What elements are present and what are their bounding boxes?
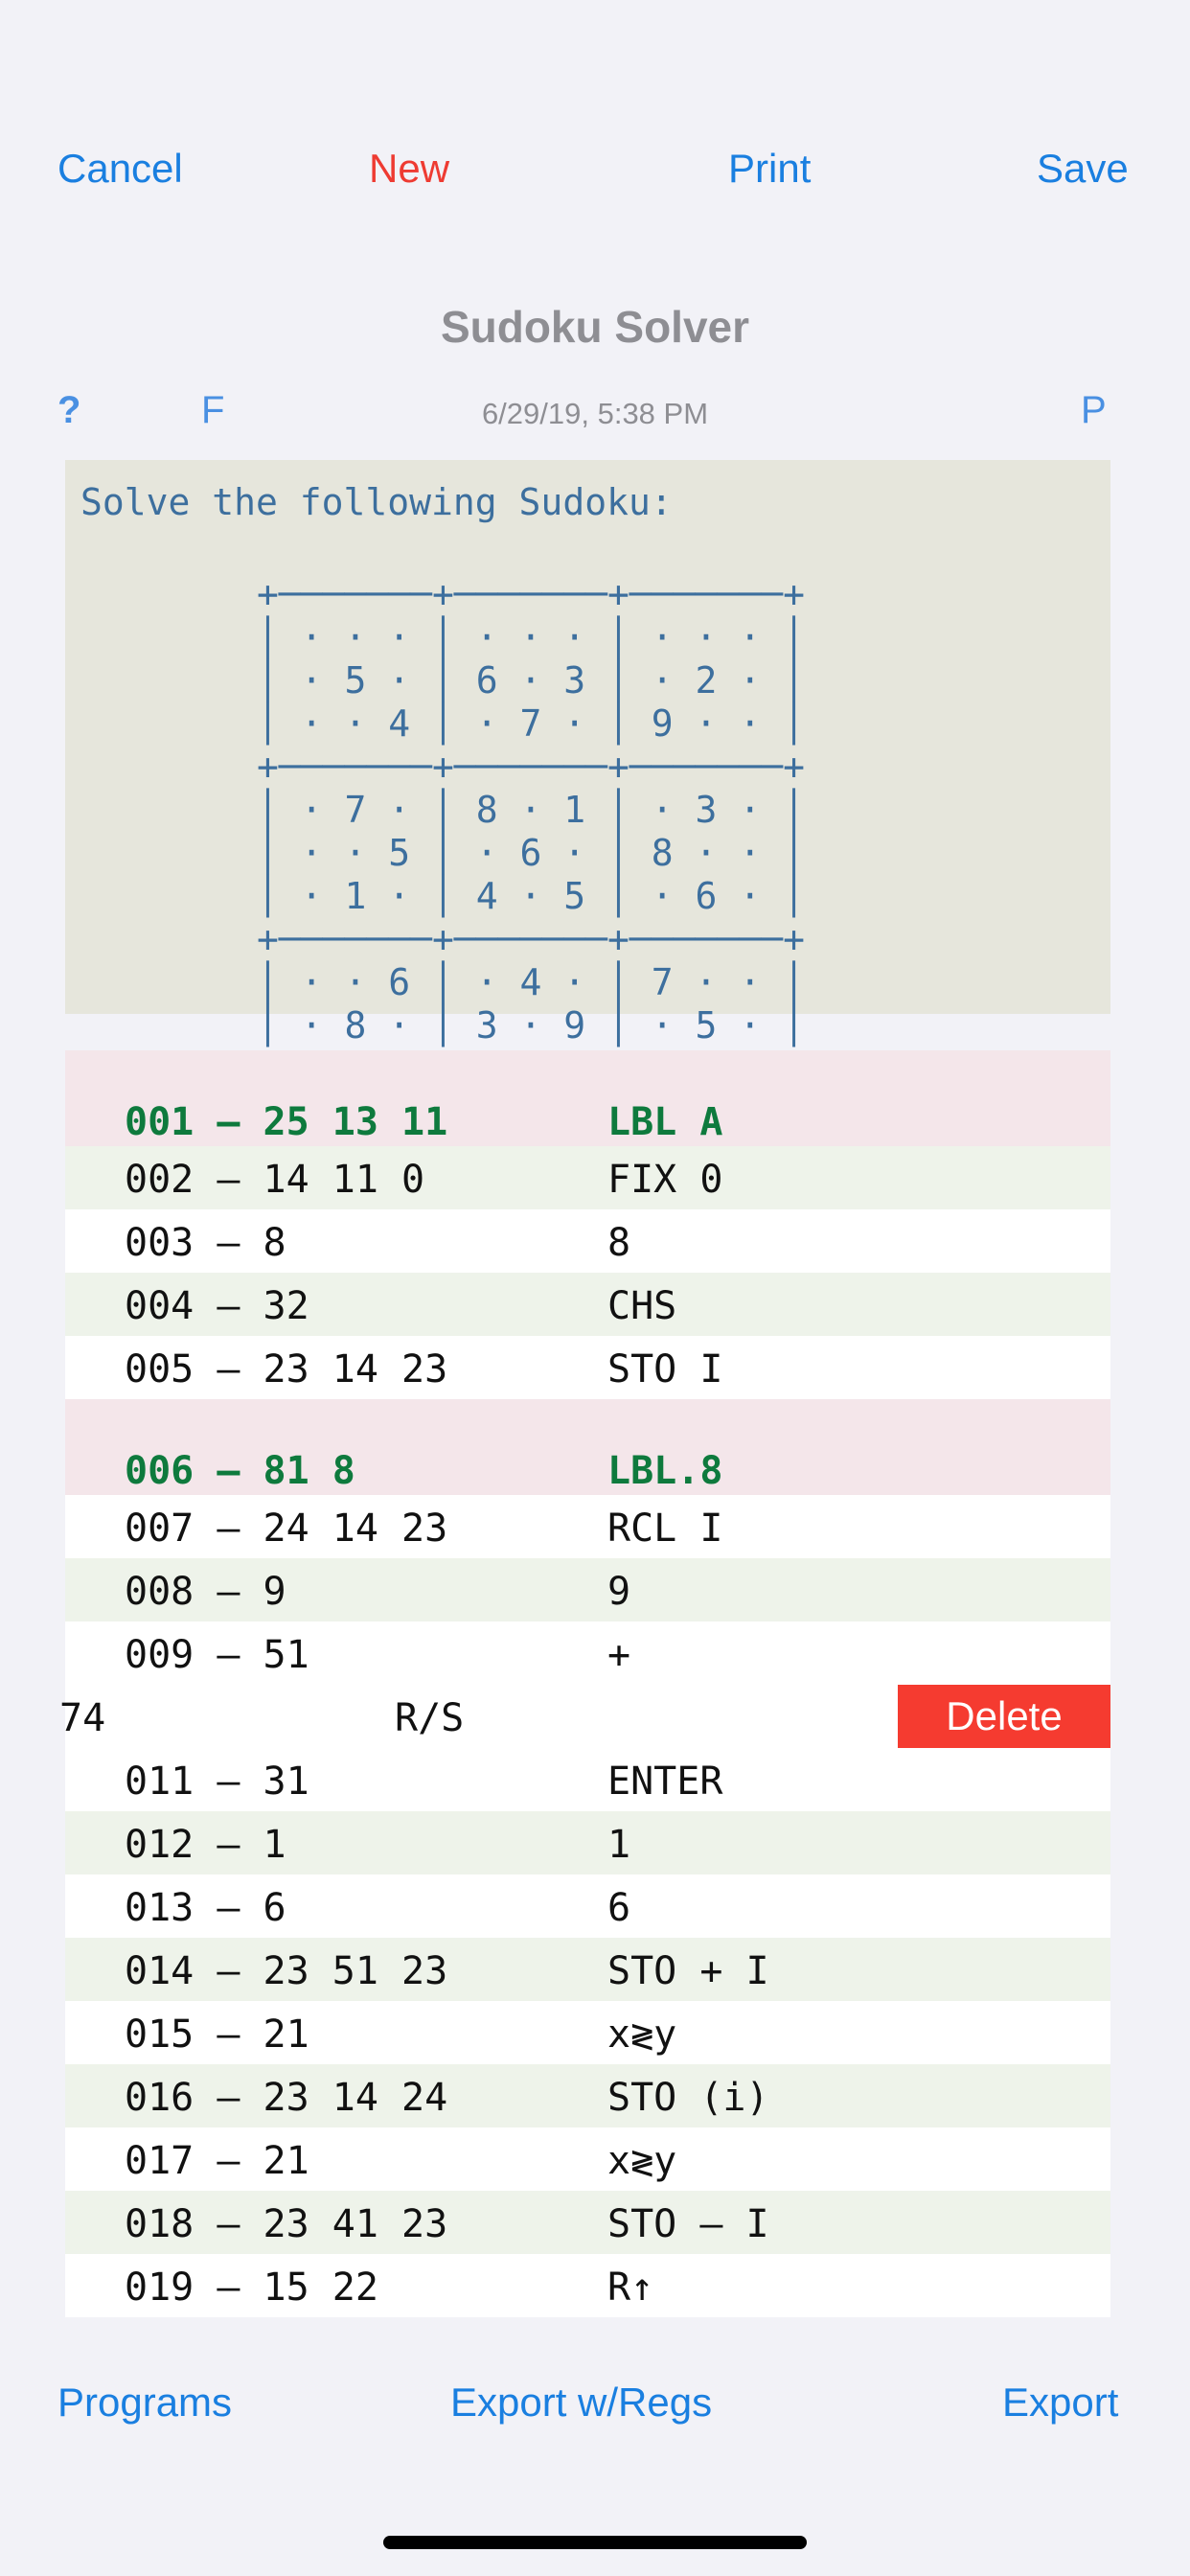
step-keys: x≷y bbox=[607, 2139, 677, 2183]
timestamp: 6/29/19, 5:38 PM bbox=[481, 397, 709, 430]
program-description[interactable] bbox=[65, 460, 1110, 1046]
step-keys: ENTER bbox=[607, 1760, 723, 1804]
program-step-row[interactable] bbox=[65, 2001, 1110, 2064]
step-code: 015 – 21 bbox=[125, 2012, 309, 2057]
program-step-row[interactable] bbox=[65, 1146, 1110, 1209]
home-indicator bbox=[383, 2536, 807, 2549]
program-step-row[interactable] bbox=[65, 1748, 1110, 1811]
program-title[interactable]: Sudoku Solver bbox=[440, 302, 750, 352]
step-keys: R/S bbox=[395, 1696, 465, 1740]
step-code: 004 – 32 bbox=[125, 1284, 309, 1328]
step-keys: 1 bbox=[607, 1823, 631, 1867]
program-step-list[interactable] bbox=[59, 1050, 1110, 2310]
print-button[interactable]: Print bbox=[728, 146, 812, 191]
step-code: 008 – 9 bbox=[125, 1570, 286, 1614]
cancel-button[interactable]: Cancel bbox=[57, 146, 183, 191]
program-step-row-swiped[interactable] bbox=[59, 1685, 1110, 1748]
step-code: 007 – 24 14 23 bbox=[125, 1506, 448, 1551]
delete-step-button[interactable]: Delete bbox=[898, 1685, 1110, 1748]
program-step-row[interactable] bbox=[65, 1273, 1110, 1336]
program-step-row[interactable] bbox=[65, 2191, 1110, 2254]
step-code: 005 – 23 14 23 bbox=[125, 1347, 448, 1392]
programs-button[interactable]: Programs bbox=[57, 2380, 233, 2425]
program-step-label-row[interactable] bbox=[65, 1050, 1110, 1146]
step-keys: 9 bbox=[607, 1570, 631, 1614]
step-keys: STO + I bbox=[607, 1949, 769, 1993]
description-intro: Solve the following Sudoku: bbox=[80, 481, 673, 523]
step-keys: STO – I bbox=[607, 2202, 769, 2246]
step-keys: 6 bbox=[607, 1886, 631, 1930]
step-keys: + bbox=[607, 1633, 631, 1677]
program-step-row[interactable] bbox=[65, 2064, 1110, 2128]
export-with-registers-button[interactable]: Export w/Regs bbox=[450, 2380, 713, 2425]
sudoku-grid: +───────+───────+───────+ │ · · · │ · · · │ · · · │ │ · 5 · │ 6 · 3 │ · 2 · │ │ · · 4 │ · 7 · │ 9 · · │ +───────+───────+───────+ │ · 7 · │ 8 · 1 │ · 3 · │ │ · · 5 │ · 6 · │ 8 · · │ │ · 1 · │ 4 · 5 │ · 6 · │ +───────+───────+───────+ │ · · 6 │ · 4 · │ 7 · · │ │ · 8 · │ 3 · 9 │ · 5 · │ bbox=[257, 573, 805, 1046]
step-keys: RCL I bbox=[607, 1506, 723, 1551]
step-keys: CHS bbox=[607, 1284, 677, 1328]
step-keys: 8 bbox=[607, 1221, 631, 1265]
step-code: 016 – 23 14 24 bbox=[125, 2076, 448, 2120]
program-step-row[interactable] bbox=[65, 1209, 1110, 1273]
program-step-row[interactable] bbox=[65, 1558, 1110, 1622]
step-code: 012 – 1 bbox=[125, 1823, 286, 1867]
step-code: 74 bbox=[59, 1696, 106, 1740]
program-step-row[interactable] bbox=[65, 1811, 1110, 1874]
program-step-row[interactable] bbox=[65, 1938, 1110, 2001]
step-code: 019 – 15 22 bbox=[125, 2266, 378, 2310]
program-step-row[interactable] bbox=[65, 2254, 1110, 2317]
program-step-row[interactable] bbox=[65, 1622, 1110, 1685]
step-code: 011 – 31 bbox=[125, 1760, 309, 1804]
step-keys: FIX 0 bbox=[607, 1158, 723, 1202]
step-code: 014 – 23 51 23 bbox=[125, 1949, 448, 1993]
program-step-row[interactable] bbox=[65, 1336, 1110, 1399]
export-button[interactable]: Export bbox=[1002, 2380, 1119, 2425]
step-keys: LBL.8 bbox=[607, 1449, 723, 1493]
new-button[interactable]: New bbox=[369, 146, 450, 191]
step-code: 018 – 23 41 23 bbox=[125, 2202, 448, 2246]
step-keys: x≷y bbox=[607, 2012, 677, 2057]
step-keys: LBL A bbox=[607, 1100, 723, 1144]
step-code: 001 – 25 13 11 bbox=[125, 1100, 448, 1144]
step-code: 006 – 81 8 bbox=[125, 1449, 355, 1493]
step-keys: STO I bbox=[607, 1347, 723, 1392]
step-keys: STO (i) bbox=[607, 2076, 769, 2120]
program-step-row[interactable] bbox=[65, 1495, 1110, 1558]
help-button[interactable]: ? bbox=[57, 389, 81, 431]
program-step-row[interactable] bbox=[65, 1874, 1110, 1938]
step-code: 009 – 51 bbox=[125, 1633, 309, 1677]
step-keys: R↑ bbox=[607, 2266, 654, 2310]
save-button[interactable]: Save bbox=[1037, 146, 1129, 191]
step-code: 002 – 14 11 0 bbox=[125, 1158, 425, 1202]
program-step-label-row[interactable] bbox=[65, 1399, 1110, 1495]
program-step-row[interactable] bbox=[65, 2128, 1110, 2191]
f-button[interactable]: F bbox=[201, 389, 225, 431]
step-code: 013 – 6 bbox=[125, 1886, 286, 1930]
step-code: 003 – 8 bbox=[125, 1221, 286, 1265]
step-code: 017 – 21 bbox=[125, 2139, 309, 2183]
p-button[interactable]: P bbox=[1081, 389, 1107, 431]
